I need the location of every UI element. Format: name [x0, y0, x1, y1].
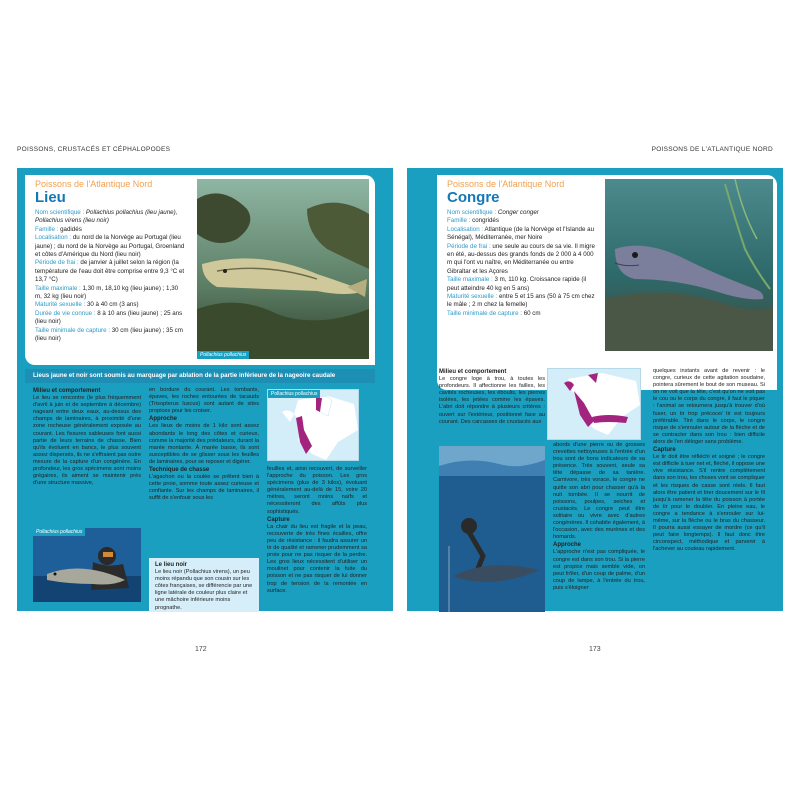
fact-label: Famille : [447, 217, 473, 225]
fact-row [35, 209, 185, 226]
fact-value: 3 m, 110 kg. Croissance rapide (il peut atteindre 40 kg en 5 ans) [447, 276, 587, 292]
section-heading: Technique de chasse [149, 467, 210, 474]
box-heading: Le lieu noir [155, 562, 188, 568]
fact-value: Pollachius pollachius (lieu jaune), Pollachius virens (lieu noir) [35, 209, 178, 225]
distribution-map [547, 368, 641, 440]
box-text: Le lieu noir (Pollachius virens), un peu moins répandu que son cousin sur les côtes françaises, se différencie par une ligne latérale de couleur plus claire et une mâchoire inférieure moins prognathe. [155, 569, 253, 611]
fact-row [447, 310, 597, 318]
fact-value: Conger conger [497, 209, 539, 216]
running-head: POISSONS DE L'ATLANTIQUE NORD [651, 146, 773, 153]
text-column-1 [439, 368, 545, 452]
paragraph: quelques instants avant de revenir : le congre, curieux de cette agitation soudaine, pointera sûrement le bout de son museau. Si on ne voit que la tête, c'est qu'on ne voit pas le cou ou le corps du congre, il faut le piquer : l'animal se retournera jusqu'à trouver d'où fuser, un tir trop précoce/ tir est toujours préférable. Tiré dans le corps, le congre risque de s'enrouler autour de la flèche et de se contracter dans son trou : bien difficile alors de l'en déloger sans problème. [653, 368, 765, 445]
text-column-3 [267, 466, 367, 612]
fact-label: Nom scientifique : [447, 209, 498, 216]
text-column-2 [553, 442, 645, 612]
fact-row [447, 226, 597, 243]
fact-value: 8 à 10 ans (lieu jaune) ; 25 ans (lieu noir) [35, 309, 183, 326]
left-page [17, 140, 393, 653]
fact-value: de janvier à juillet selon la région (la température de l'eau doit être comprise entre 9,3 °C et 13,7 °C) [35, 259, 185, 284]
distribution-map [267, 389, 359, 461]
sidebar-box [149, 558, 259, 612]
fact-value: une seule au cours de sa vie. Il migre en été, au-dessus des grands fonds de 2 000 à 4 000 m qui l'ont vu naître, en Méditerranée ou entre Gibraltar et les Açores [447, 242, 595, 275]
fact-row [35, 327, 185, 344]
species-title: Congre [447, 189, 500, 206]
spearfishing-photo [439, 446, 545, 612]
fact-value: Atlantique (de la Norvège et l'Islande au Sénégal), Méditerranée, mer Noire [447, 225, 595, 242]
paragraph: abords d'une pierre ou de grosses crevettes nettoyeuses à l'entrée d'un trou sont de bons indicateurs de sa présence. Très souvent, seule sa tête dépasse de sa tanière. Carnivore, très vorace, le congre ne quitte son abri pour chasser qu'à la nuit tombée. Il se nourrit de poissons, poulpes, seiches et crustacés. Le congre peut être solitaire ou vivre avec d'autres congénères. Il cohabite également, à l'occasion, avec des murènes et des homards. [553, 442, 645, 541]
fact-label: Taille minimale de capture : [447, 309, 524, 317]
fact-row [35, 259, 185, 284]
fact-value: 60 cm [523, 309, 541, 317]
diver-photo [33, 528, 141, 602]
species-facts [447, 209, 597, 318]
section-heading: Capture [653, 447, 676, 454]
fact-row [447, 243, 597, 277]
map-caption: Pollachius pollachius [268, 390, 320, 398]
fact-label: Nom scientifique : [35, 209, 86, 216]
paragraph: L'agachon ou la coulée se prêtent bien à cette proie, somme toute assez curieuse et confiante. Sur les champs de laminaires, il suffit de s'enfouir sous les [149, 474, 259, 502]
fact-row [447, 217, 597, 225]
paragraph: L'approche n'est pas compliquée, le congre est dans son trou. Si la pierre est propice mais semble vide, on peut frôler, d'un coup de palme, d'un coup de lampe, à l'entrée du trou, puis s'éloigner [553, 549, 645, 591]
section-heading: Milieu et comportement [439, 369, 507, 375]
photo-caption: Pollachius pollachius [197, 351, 249, 359]
fact-label: Période de frai : [35, 259, 81, 267]
fact-row [35, 310, 185, 327]
section-heading: Milieu et comportement [33, 388, 101, 394]
fact-value: du nord de la Norvège au Portugal (lieu jaune) ; du nord de la Norvège au Portugal, Groenland et côtes d'Amérique du Nord (lieu noir) [35, 234, 185, 259]
page-number: 173 [589, 646, 601, 653]
fact-row [35, 226, 185, 234]
paragraph: Le congre loge à trou, à toutes les profondeurs. Il affectionne les failles, les cavités rocheuses, les éboulis, les pierres isolées, les jetées comme les épaves. L'abri doit répondre à plusieurs critères : ouvert sur l'extérieur, positionné face au courant. Des carcasses de crustacés aux [439, 376, 545, 425]
species-title: Lieu [35, 189, 66, 206]
fact-value: congridés [472, 217, 499, 225]
section-heading: Approche [553, 542, 582, 549]
fact-value: 30 cm (lieu jaune) ; 35 cm (lieu noir) [35, 326, 183, 343]
congre-photo [605, 179, 773, 351]
fact-label: Période de frai : [447, 242, 493, 250]
photo-caption: Pollachius pollachius [33, 528, 85, 536]
right-page [407, 140, 783, 653]
fact-row [447, 276, 597, 293]
fact-label: Taille maximale : [447, 276, 495, 284]
species-facts [35, 209, 185, 344]
fact-value: entre 5 et 15 ans (50 à 75 cm chez le mâle ; 2 m chez la femelle) [447, 293, 595, 309]
section-heading: Approche [149, 416, 178, 423]
regulation-note: Lieus jaune et noir sont soumis au marquage par ablation de la partie inférieure de la nageoire caudale [25, 369, 375, 383]
page-number: 172 [195, 646, 207, 653]
fact-row [447, 209, 597, 217]
category-label: Poissons de l'Atlantique Nord [35, 179, 153, 189]
fact-label: Maturité sexuelle : [35, 301, 87, 309]
fact-label: Famille : [35, 225, 61, 233]
species-card [437, 175, 777, 390]
paragraph: Les lieux de moins de 1 kilo sont assez abondants le long des côtes et curieux, comme la majorité des prédateurs, durant la marée montante. À marée basse, ils sont susceptibles de se glisser sous les feuilles de laminaires, pour se reposer et digérer. [149, 423, 259, 465]
text-column-2 [149, 387, 259, 557]
fact-row [447, 293, 597, 310]
fact-label: Localisation : [447, 225, 485, 233]
paragraph: Le tir doit être réfléchi et soigné ; le congre est difficile à tuer net et, fléché, il oppose une vive résistance. S'il rentre complètement dans son trou, les choses vont se compliquer et les risques de casse sont réels. Il faut alors être patient et tirer doucement sur le fil jusqu'à ramener la tête du poisson à portée de tir pour le doubler. En pleine eau, le congre a tendance à s'enrouler sur lui-même, sur la flèche ou le bras du chasseur. Il pourra aussi essayer de mordre (ce qu'il peut faire longtemps). Il faut donc être circonspect, méthodique et parvenir à l'achever au couteau rapidement. [653, 454, 765, 553]
fact-value: 1,30 m, 18,10 kg (lieu jaune) ; 1,30 m, 32 kg (lieu noir) [35, 284, 179, 301]
lieu-photo [197, 179, 369, 359]
fact-value: gadidés [60, 225, 82, 233]
text-column-1 [33, 387, 141, 527]
fact-row [35, 301, 185, 309]
text-column-3 [653, 368, 765, 612]
fact-label: Durée de vie connue : [35, 309, 98, 317]
fact-label: Taille maximale : [35, 284, 83, 292]
fact-label: Localisation : [35, 234, 73, 242]
fact-label: Taille minimale de capture : [35, 326, 112, 334]
paragraph: La chair du lieu est fragile et la peau, recouverte de très fines écailles, offre peu de résistance : il faudra assurer un tir de qualité et ramener prudemment sa proie pour ne pas risquer de la perdre. Les gros lieux nécessitent d'utiliser un moulinet pour contenir la fuite du poisson et ne pas risquer de lui donner trop de tension de la remontée en surface. [267, 523, 367, 594]
species-card [25, 175, 375, 365]
running-head: POISSONS, CRUSTACÉS ET CÉPHALOPODES [17, 146, 171, 153]
fact-value: 30 à 40 cm (3 ans) [86, 301, 139, 309]
paragraph: Le lieu se rencontre (le plus fréquemment d'avril à juin et de septembre à décembre) nageant entre deux eaux, au-dessus des champs de laminaires, à proximité d'une zone rocheuse généralement exposée au courant. Les fissures sableuses font aussi partie de leurs terrains de chasse. Bien qu'ils évoluent en bancs, le plus souvent assez dispersés, ils ne s'effraient pas outre mesure de la capture d'un congénère. En profondeur, les gros spécimens sont moins grégaires, ils aiment se maintenir près d'une structure massive, [33, 395, 141, 487]
paragraph: feuilles et, ainsi recouvert, de surveiller l'approche du poisson. Les gros spécimens (plus de 3 kilos), évoluant généralement au-delà de 15, voire 20 mètres, seront moins naïfs et nécessiteront des affûts plus sophistiqués. [267, 466, 367, 515]
fact-row [35, 285, 185, 302]
fact-row [35, 234, 185, 259]
section-heading: Capture [267, 516, 290, 523]
category-label: Poissons de l'Atlantique Nord [447, 179, 565, 189]
paragraph: en bordure du courant. Les tombants, épaves, les roches entourées de tacauds (Trisopterus luscus) sont autant de sites propices pour les croiser. [149, 387, 259, 415]
fact-label: Maturité sexuelle : [447, 293, 499, 301]
